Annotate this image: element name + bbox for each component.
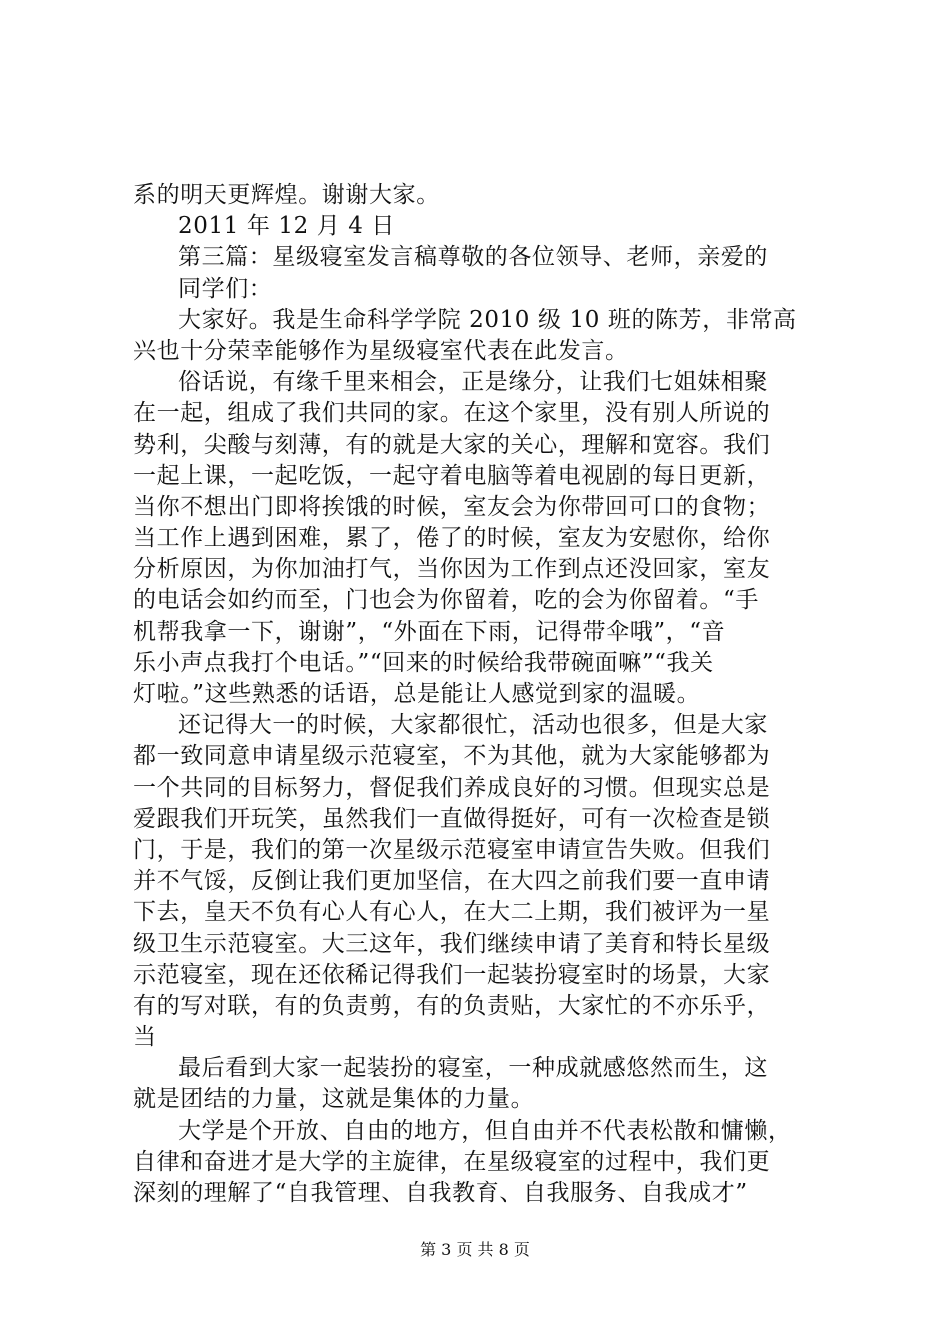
text-line: 都一致同意申请星级示范寝室，不为其他，就为大家能够都为 bbox=[133, 743, 771, 770]
text-line: 同学们： bbox=[178, 275, 273, 302]
text-line: 乐小声点我打个电话。”“回来的时候给我带碗面嘛”“我关 bbox=[133, 649, 714, 676]
text-line: 爱跟我们开玩笑，虽然我们一直做得挺好，可有一次检查是锁 bbox=[133, 805, 771, 832]
text-line: 门，于是，我们的第一次星级示范寝室申请宣告失败。但我们 bbox=[133, 836, 771, 863]
text-line: 系的明天更辉煌。谢谢大家。 bbox=[133, 182, 440, 208]
text-line: 一个共同的目标努力，督促我们养成良好的习惯。但现实总是 bbox=[133, 774, 771, 801]
text-line: 在一起，组成了我们共同的家。在这个家里，没有别人所说的 bbox=[133, 400, 771, 427]
text-line: 下去，皇天不负有心人有心人，在大二上期，我们被评为一星 bbox=[133, 899, 771, 926]
page-footer: 第 3 页 共 8 页 bbox=[420, 1240, 530, 1259]
text-line: 当 bbox=[133, 1024, 157, 1051]
text-line: 自律和奋进才是大学的主旋律，在星级寝室的过程中，我们更 bbox=[133, 1148, 771, 1175]
text-line: 的电话会如约而至，门也会为你留着，吃的会为你留着。“手 bbox=[133, 587, 759, 614]
text-line: 第三篇：星级寝室发言稿尊敬的各位领导、老师，亲爱的 bbox=[178, 244, 768, 271]
document-body bbox=[133, 180, 833, 1209]
text-line: 最后看到大家一起装扮的寝室，一种成就感悠然而生，这 bbox=[178, 1055, 768, 1082]
text-line: 灯啦。”这些熟悉的话语，总是能让人感觉到家的温暖。 bbox=[133, 681, 701, 707]
text-line: 大学是个开放、自由的地方，但自由并不代表松散和慵懒， bbox=[178, 1117, 792, 1144]
text-line: 当你不想出门即将挨饿的时候，室友会为你带回可口的食物； bbox=[133, 493, 771, 520]
text-line: 当工作上遇到困难，累了，倦了的时候，室友为安慰你，给你 bbox=[133, 525, 771, 552]
text-line: 2011 年 12 月 4 日 bbox=[178, 213, 395, 240]
text-line: 有的写对联，有的负责剪，有的负责贴，大家忙的不亦乐乎， bbox=[133, 992, 771, 1019]
text-line: 一起上课，一起吃饭，一起守着电脑等着电视剧的每日更新， bbox=[133, 462, 771, 489]
text-line: 示范寝室，现在还依稀记得我们一起装扮寝室时的场景，大家 bbox=[133, 961, 771, 988]
text-line: 机帮我拿一下，谢谢”，“外面在下雨，记得带伞哦”，“音 bbox=[133, 618, 726, 645]
text-line: 并不气馁，反倒让我们更加坚信，在大四之前我们要一直申请 bbox=[133, 868, 771, 895]
text-line: 俗话说，有缘千里来相会，正是缘分，让我们七姐妹相聚 bbox=[178, 369, 768, 396]
text-line: 分析原因，为你加油打气，当你因为工作到点还没回家，室友 bbox=[133, 556, 771, 583]
text-line: 大家好。我是生命科学学院 2010 级 10 班的陈芳，非常高 bbox=[178, 306, 797, 333]
text-line: 还记得大一的时候，大家都很忙，活动也很多，但是大家 bbox=[178, 712, 768, 739]
text-line: 势利，尖酸与刻薄，有的就是大家的关心，理解和宽容。我们 bbox=[133, 431, 771, 458]
text-line: 级卫生示范寝室。大三这年，我们继续申请了美育和特长星级 bbox=[133, 930, 771, 957]
text-line: 深刻的理解了“自我管理、自我教育、自我服务、自我成才” bbox=[133, 1180, 748, 1206]
text-line: 就是团结的力量，这就是集体的力量。 bbox=[133, 1086, 535, 1113]
text-line: 兴也十分荣幸能够作为星级寝室代表在此发言。 bbox=[133, 337, 629, 364]
